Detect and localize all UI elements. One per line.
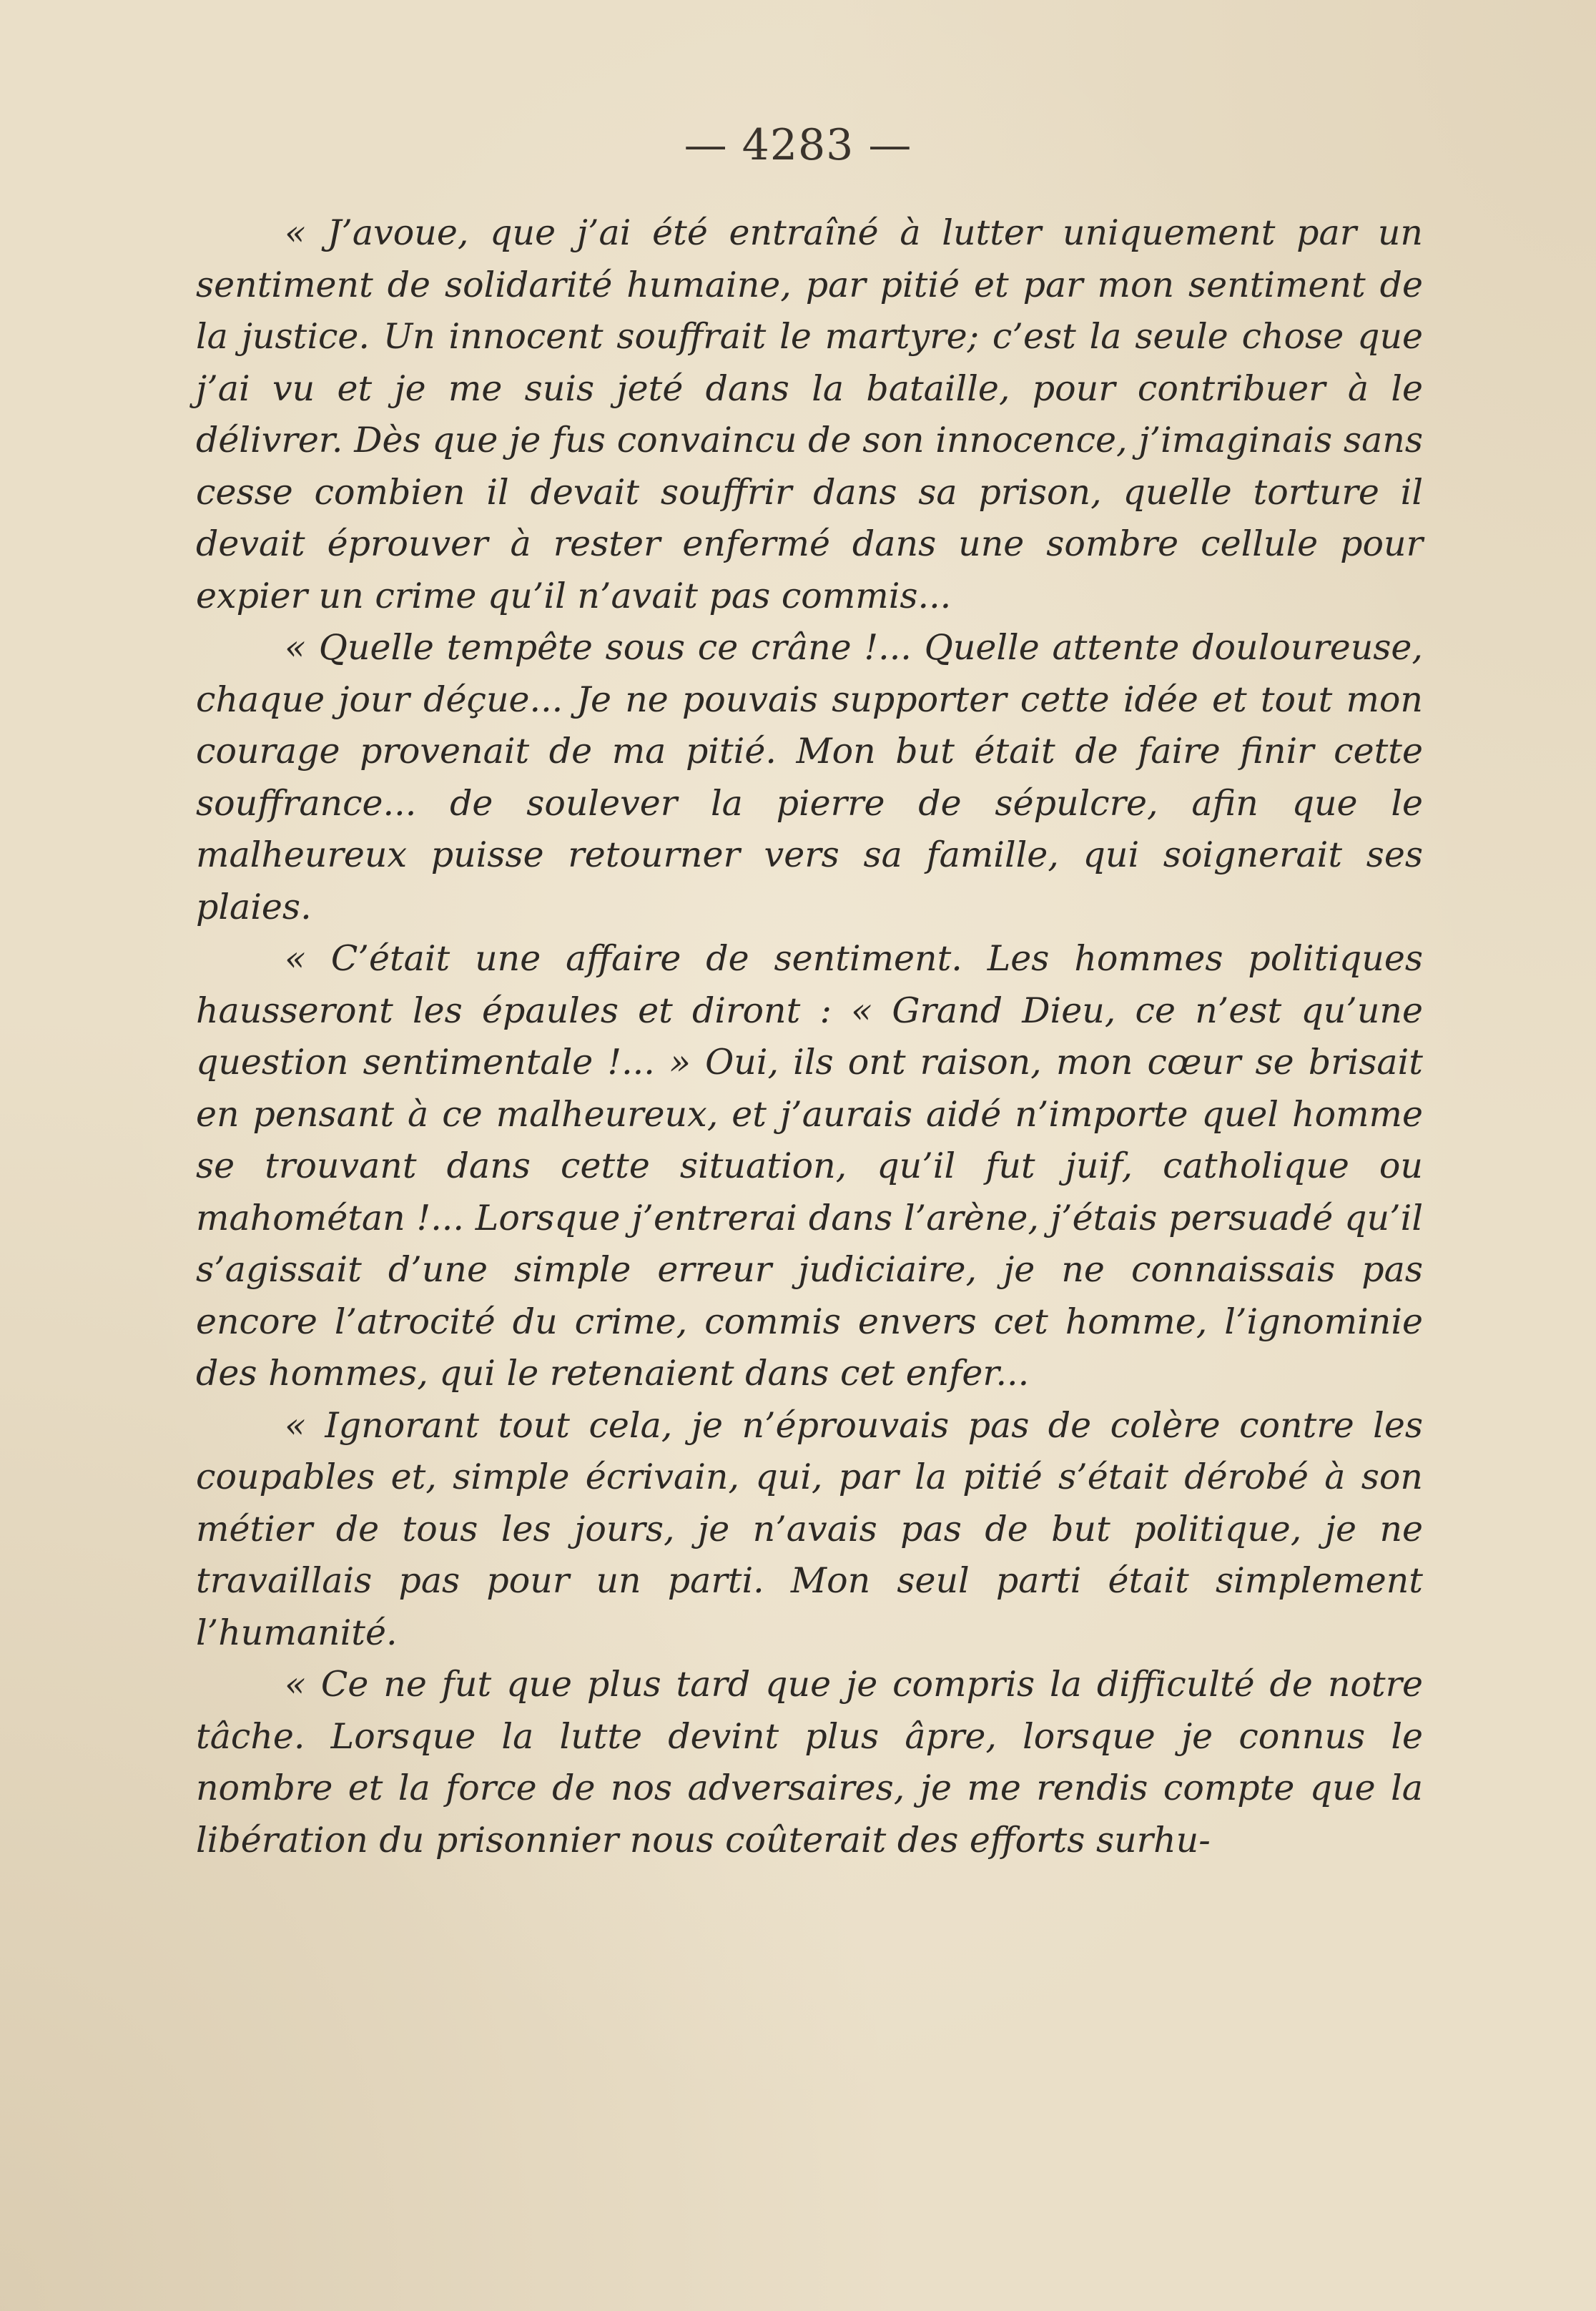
paragraph-1: « J’avoue, que j’ai été entraîné à lutter uniquement par un sentiment de solidarité humaine, par pitié et par mon sentiment de la justice. Un innocent souffrait le martyre; c’est la seule chose que j’ai vu et je me suis jeté dans la bataille, pour contribuer à le délivrer. Dès que je fus convaincu de son innocence, j’imaginais sans cesse combien il devait souffrir dans sa prison, quelle torture il devait éprouver à rester enfermé dans une sombre cellule pour expier un crime qu’il n’avait pas commis... xyxy=(196,212,1423,616)
page-number: — 4283 — xyxy=(684,120,912,170)
paragraph-3: « C’était une affaire de sentiment. Les hommes politiques hausseront les épaules et diront : « Grand Dieu, ce n’est qu’une question sentimentale !... » Oui, ils ont raison, mon cœur se brisait en pensant à ce malheureux, et j’aurais aidé n’importe quel homme se trouvant dans cette situation, qu’il fut juif, catholique ou mahométan !... Lorsque j’entrerai dans l’arène, j’étais persuadé qu’il s’agissait d’une simple erreur judiciaire, je ne connaissais pas encore l’atrocité du crime, commis envers cet homme, l’ignominie des hommes, qui le retenaient dans cet enfer... xyxy=(196,938,1423,1394)
paragraph-4: « Ignorant tout cela, je n’éprouvais pas de colère contre les coupables et, simple écrivain, qui, par la pitié s’était dérobé à son métier de tous les jours, je n’avais pas de but politique, je ne travaillais pas pour un parti. Mon seul parti était simplement l’humanité. xyxy=(196,1404,1423,1653)
paragraph-5: « Ce ne fut que plus tard que je compris la difficulté de notre tâche. Lorsque la lutte devint plus âpre, lorsque je connus le nombre et la force de nos adversaires, je me rendis compte que la libération du prisonnier nous coûterait des efforts surhu- xyxy=(196,1664,1423,1861)
body-text xyxy=(196,207,1423,1866)
paragraph-2: « Quelle tempête sous ce crâne !... Quelle attente douloureuse, chaque jour déçue... Je ne pouvais supporter cette idée et tout mon courage provenait de ma pitié. Mon but était de faire finir cette souffrance... de soulever la pierre de sépulcre, afin que le malheureux puisse retourner vers sa famille, qui soignerait ses plaies. xyxy=(196,627,1423,927)
